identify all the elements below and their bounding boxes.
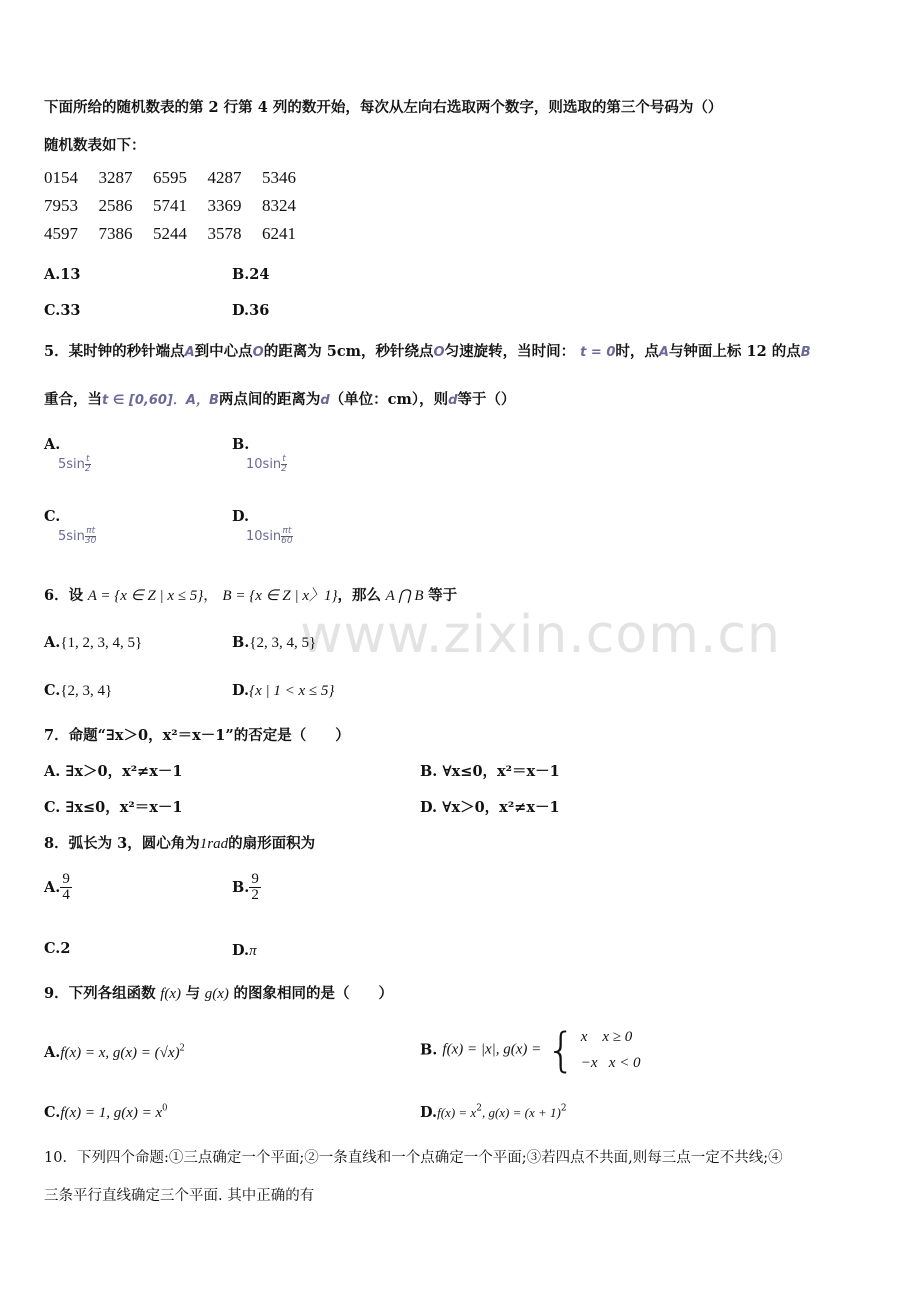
q7-option-b: B. ∀x≤0，x²＝x－1 [420,763,560,780]
random-number-table [44,168,317,252]
q9-option-b: B. f(x) = |x|, g(x) = { x x ≥ 0 −x x < 0 [420,1023,641,1077]
q5-stem-line2: 重合，当t ∈ [0,60]．A，B两点间的距离为d（单位：cm），则d等于（） [44,391,516,408]
random-table-cell: 6241 [262,224,296,243]
q10-stem-line1: 10．下列四个命题:①三点确定一个平面;②一条直线和一个点确定一个平面;③若四点不共面,则每三点一定不共线;④ [44,1150,783,1166]
q9-option-a: A.f(x) = x, $g(x) = (√x)^2$ [44,1042,185,1061]
q5-option-c: C. 5sin $\frac{\pi t}{30}$ [44,508,97,546]
random-table-cell: 5741 [153,196,187,215]
q4-option-a: A.13 [44,266,81,283]
random-table-row [44,168,317,196]
q5-option-d: D. 10sin $\frac{\pi t}{60}$ [232,508,293,546]
q9-stem: 9．下列各组函数 f(x) 与 g(x) 的图象相同的是（ ） [44,985,394,1002]
random-table-cell: 2586 [98,196,133,215]
q5-option-b: B. 10sin $\frac{t}{2}$ [232,436,287,474]
random-table-row [44,224,317,252]
q4-option-b: B.24 [232,266,270,283]
q7-option-a: A. ∃x＞0，x²≠x－1 [44,763,183,780]
q7-stem: 7．命题“∃x＞0，x²＝x－1”的否定是（ ） [44,727,350,744]
watermark: www.zixin.com.cn [300,605,781,665]
random-table-cell: 7953 [44,196,78,215]
random-table-cell: 3578 [207,224,242,243]
random-table-cell: 4287 [207,168,242,187]
random-table-cell: 8324 [262,196,296,215]
q6-option-a: A.{1, 2, 3, 4, 5} [44,634,143,651]
q9-option-d: $D.f(x) = x^2$, $g(x) = (x + 1)^2$ [420,1103,567,1121]
q8-option-c: C.2 [44,940,71,957]
q8-option-a: A. $\frac{9}{4}$ [44,871,70,903]
random-table-cell: 0154 [44,168,78,187]
q8-stem: 8．弧长为 3，圆心角为1rad的扇形面积为 [44,835,316,852]
q6-option-b: B.{2, 3, 4, 5} [232,634,317,651]
q4-stem: 下面所给的随机数表的第 2 行第 4 列的数开始，每次从左向右选取两个数字，则选取的第三个号码为（） [44,99,723,116]
random-table-cell: 5244 [153,224,187,243]
q9-option-c: C.f(x) = 1, $g(x) = x^0$ [44,1102,168,1121]
random-table-row [44,196,317,224]
q4-table-title: 随机数表如下： [44,137,146,154]
random-table-cell: 4597 [44,224,78,243]
q4-option-d: D.36 [232,302,270,319]
q8-option-d: D.π [232,942,257,959]
random-table-cell: 6595 [153,168,187,187]
q7-option-d: D. ∀x＞0，x²≠x－1 [420,799,560,816]
q7-option-c: C. ∃x≤0，x²＝x－1 [44,799,183,816]
q6-stem: 6．设 A = {x ∈ Z | x ≤ 5}， B = {x ∈ Z | x〉1}，那么 A ⋂ B 等于 [44,587,458,604]
q4-option-c: C.33 [44,302,81,319]
random-table-cell: 7386 [98,224,133,243]
q8-option-b: B. $\frac{9}{2}$ [232,871,259,903]
q10-stem-line2: 三条平行直线确定三个平面. 其中正确的有 [44,1188,315,1204]
q5-stem-line1: 5．某时钟的秒针端点A到中心点O的距离为 5cm，秒针绕点O匀速旋转，当时间： t = 0时，点A与钟面上标 12 的点B [44,343,811,360]
random-table-cell: 3287 [98,168,133,187]
q5-option-a: A. 5sin $\frac{t}{2}$ [44,436,91,474]
random-table-cell: 5346 [262,168,296,187]
q6-option-d: D.{x | 1 < x ≤ 5} [232,682,335,699]
q6-option-c: C.{2, 3, 4} [44,682,113,699]
random-table-cell: 3369 [207,196,242,215]
